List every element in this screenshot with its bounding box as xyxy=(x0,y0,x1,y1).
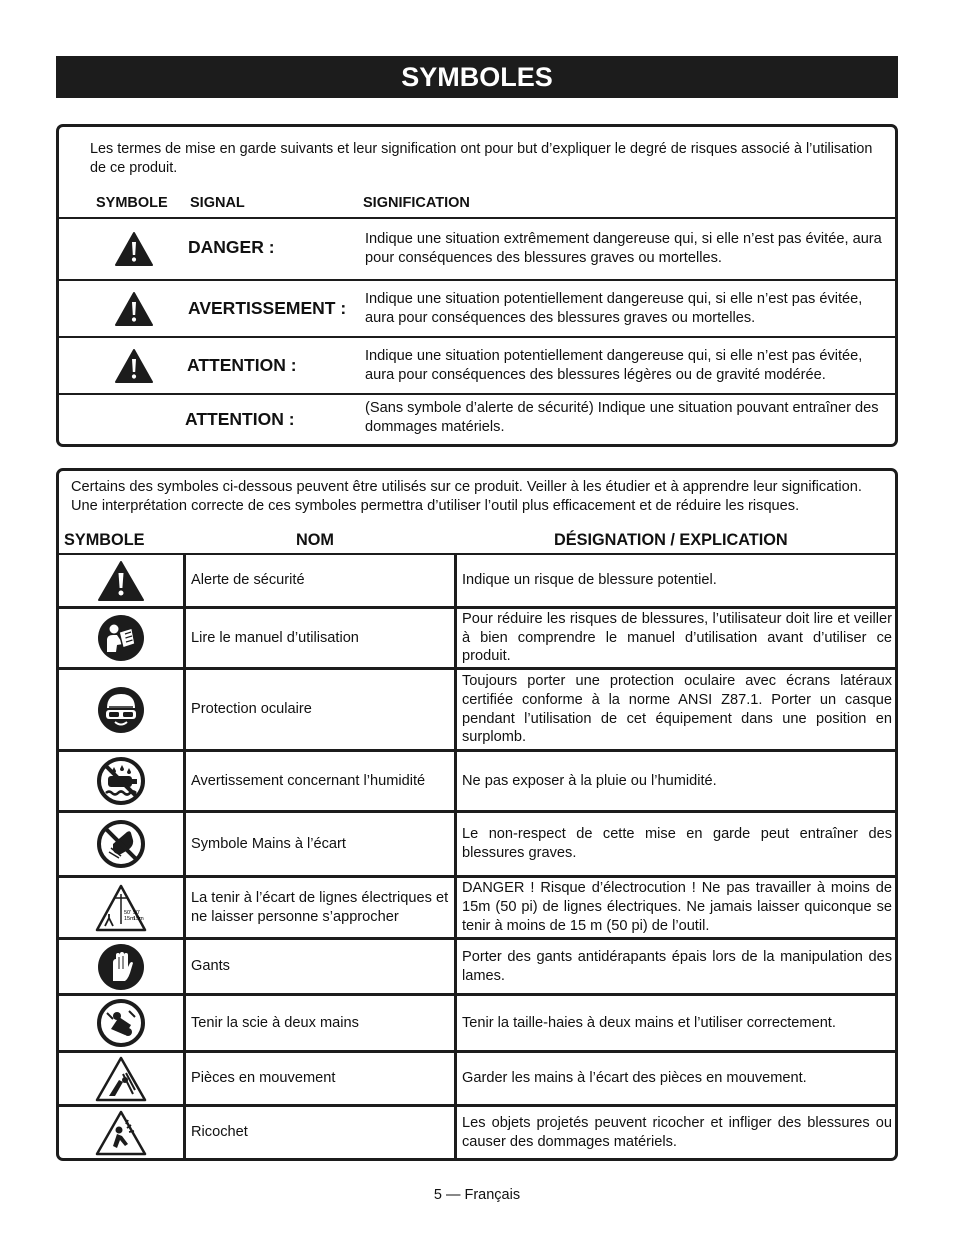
symbol-explanation: Indique un risque de blessure potentiel. xyxy=(462,572,717,589)
power-lines-icon-label: 15m xyxy=(133,915,144,922)
symbols-table xyxy=(56,468,898,1161)
signal-label: DANGER : xyxy=(188,236,275,257)
header-symbole: SYMBOLE xyxy=(64,531,145,549)
alert-triangle-icon xyxy=(59,281,209,336)
symbol-name: Ricochet xyxy=(191,1124,248,1141)
symbol-explanation: Pour réduire les risques de blessures, l’utilisateur doit lire et veiller à bien comprendre le manuel d’utilisation avant d’utiliser ce produit. xyxy=(462,610,892,665)
page-title: SYMBOLES xyxy=(56,56,898,98)
power-lines-icon-label: 50' xyxy=(124,909,132,916)
symbol-name: Lire le manuel d’utilisation xyxy=(191,629,359,646)
symbol-name: Pièces en mouvement xyxy=(191,1070,336,1087)
page-footer: 5 — Français xyxy=(433,1187,521,1203)
symbol-explanation: Porter des gants antidérapants épais lors de la manipulation des lames. xyxy=(462,948,892,984)
header-symbole: SYMBOLE xyxy=(96,195,168,211)
power-lines-icon-label: 50' xyxy=(133,909,141,916)
ricochet-icon xyxy=(59,1107,183,1158)
symbol-name: Gants xyxy=(191,958,230,975)
header-nom: NOM xyxy=(296,531,334,549)
symbol-explanation: DANGER ! Risque d’électrocution ! Ne pas travailler à moins de 15m (50 pi) de lignes électriques. Ne jamais laisser quiconque se tenir à moins de 15 m (50 pi) de l’outil. xyxy=(462,880,892,934)
symbol-name: Symbole Mains à l’écart xyxy=(191,835,346,852)
signal-words-intro: Les termes de mise en garde suivants et leur signification ont pour but d’expliquer le degré de risques associé à l’utilisation de ce produit. xyxy=(90,141,873,176)
power-lines-icon xyxy=(59,878,183,937)
signal-words-table xyxy=(56,124,898,447)
header-signification: SIGNIFICATION xyxy=(363,195,470,211)
wet-conditions-icon xyxy=(59,752,183,810)
two-hands-icon xyxy=(59,996,183,1050)
eye-protection-icon xyxy=(59,670,183,749)
symbol-name: La tenir à l’écart de lignes électriques et ne laisser personne s’approcher xyxy=(191,889,449,925)
signal-meaning: Indique une situation potentiellement dangereuse qui, si elle n’est pas évitée, aura pour conséquences des blessures légères ou de gravité modérée. xyxy=(365,347,863,383)
signal-label: ATTENTION : xyxy=(187,355,297,375)
symbol-name: Alerte de sécurité xyxy=(191,572,305,589)
read-manual-icon xyxy=(59,609,183,667)
symbol-name: Tenir la scie à deux mains xyxy=(191,1014,359,1031)
keep-hands-away-icon xyxy=(59,813,183,875)
header-signal: SIGNAL xyxy=(190,195,245,211)
symbol-name: Avertissement concernant l’humidité xyxy=(191,772,426,789)
symbol-explanation: Toujours porter une protection oculaire avec écrans latéraux certifiée conforme à la norme ANSI Z87.1. Porter un casque pendant l’utilisation de cet équipement dans une position en surplomb. xyxy=(462,672,892,746)
safety-alert-icon xyxy=(59,555,183,606)
signal-meaning: Indique une situation potentiellement dangereuse qui, si elle n’est pas évitée, aura pour conséquences des blessures graves ou mortelles. xyxy=(365,290,863,326)
alert-triangle-icon xyxy=(59,219,209,279)
signal-meaning: Indique une situation extrêmement dangereuse qui, si elle n’est pas évitée, aura pour conséquences des blessures graves ou mortelles. xyxy=(365,231,882,266)
signal-meaning: (Sans symbole d’alerte de sécurité) Indique une situation pouvant entraîner des dommages matériels. xyxy=(365,400,879,435)
power-lines-icon-label: 15m xyxy=(124,915,135,922)
symbol-name: Protection oculaire xyxy=(191,701,312,718)
symbol-explanation: Les objets projetés peuvent ricocher et infliger des blessures ou causer des dommages matériels. xyxy=(462,1114,892,1150)
moving-parts-icon xyxy=(59,1053,183,1104)
symbol-explanation: Garder les mains à l’écart des pièces en mouvement. xyxy=(462,1070,807,1087)
signal-label: AVERTISSEMENT : xyxy=(188,298,347,318)
header-designation: DÉSIGNATION / EXPLICATION xyxy=(554,531,788,549)
signal-label: ATTENTION : xyxy=(185,408,295,429)
symbols-intro: Certains des symboles ci-dessous peuvent être utilisés sur ce produit. Veiller à les étudier et à apprendre leur signification. Une interprétation correcte de ces symboles permettra d’utiliser l’outil plus efficacement et de réduire les risques. xyxy=(71,479,862,514)
symbol-explanation: Le non-respect de cette mise en garde peut entraîner des blessures graves. xyxy=(462,826,892,861)
symbol-explanation: Tenir la taille-haies à deux mains et l’utiliser correctement. xyxy=(462,1014,836,1031)
gloves-icon xyxy=(59,940,183,993)
symbol-explanation: Ne pas exposer à la pluie ou l’humidité. xyxy=(462,772,717,789)
